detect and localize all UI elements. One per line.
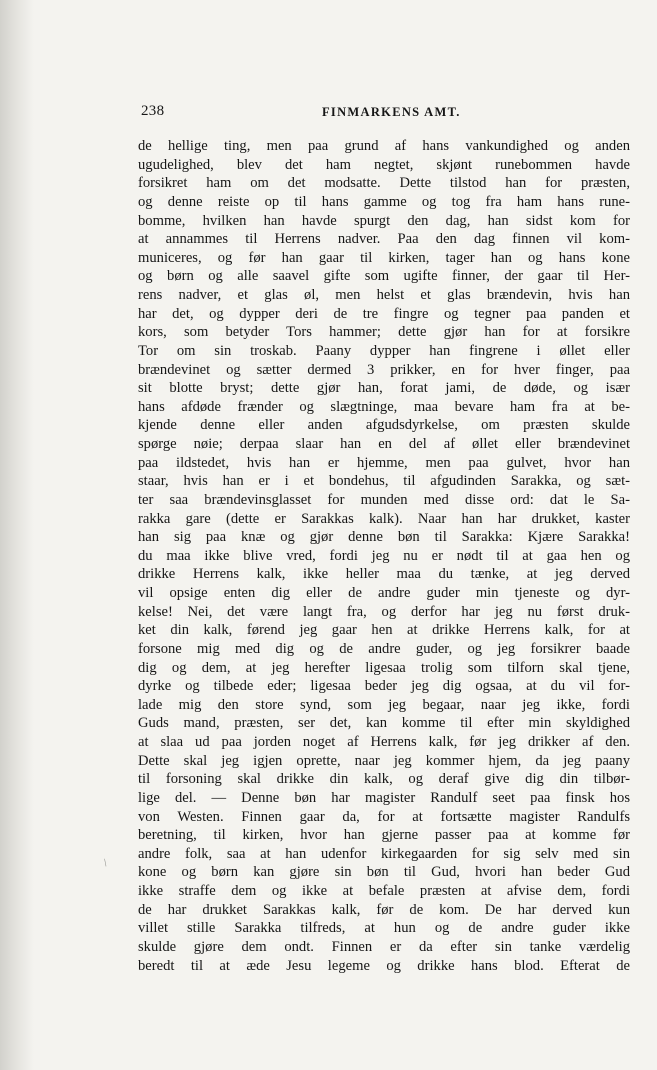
running-title: FINMARKENS AMT. [322,105,461,119]
text-line: rens nadver, et glas øl, men helst et glas brændevin, hvis han [138,287,630,303]
text-line: rakka gare (dette er Sarakkas kalk). Naar han har drukket, kaster [138,510,630,527]
text-line: vil opsige enten dig eller de andre guder min tjeneste og dyr- [138,585,630,601]
text-line: Tor om sin troskab. Paany dypper han fingrene i øllet eller [138,342,630,359]
text-line: municeres, og før han gaar til kirken, tager han og hans kone [138,249,630,266]
text-line: beretning, til kirken, hvor han gjerne passer paa at komme før [138,827,630,844]
page-binding-shadow [0,0,34,1070]
text-line: dig og dem, at jeg herefter ligesaa trolig som tilforn skal tjene, [138,659,630,676]
text-line: han sig paa knæ og gjør denne bøn til Sarakka: Kjære Sarakka! [138,529,630,546]
text-line: har det, og dypper deri de tre fingre og tegner paa panden et [138,305,630,322]
page-header [138,103,630,123]
text-line: kors, som betyder Tors hammer; dette gjør han for at forsikre [138,324,630,341]
text-line: Dette skal jeg igjen oprette, naar jeg kommer hjem, da jeg paany [138,752,630,769]
text-line: at slaa ud paa jorden noget af Herrens kalk, før jeg drikker af den. [138,734,630,750]
text-line: andre folk, saa at han udenfor kirkegaarden for sig selv med sin [138,845,630,862]
text-line: de hellige ting, men paa grund af hans vankundighed og anden [138,138,630,154]
text-line: og børn og alle saavel gifte som ugifte finner, der gaar til Her- [138,268,630,285]
text-line: drikke Herrens kalk, ikke heller maa du tænke, at jeg derved [138,566,630,583]
page-number: 238 [141,103,165,119]
text-line: og denne reiste op til hans gamme og tog fra ham hans rune- [138,193,630,210]
text-line: von Westen. Finnen gaar da, for at fortsætte magister Randulfs [138,808,630,825]
text-line: skulde gjøre dem ondt. Finnen er da efter sin tanke værdelig [138,938,630,955]
text-line: ter saa brændevinsglasset for munden med disse ord: dat le Sa- [138,491,630,508]
text-line: sit blotte bryst; dette gjør han, forat jami, de døde, og især [138,380,630,397]
text-line: bomme, hvilken han havde spurgt den dag, han sidst kom for [138,212,630,229]
text-line: staar, hvis han er i et bondehus, til afgudinden Sarakka, og sæt- [138,473,630,490]
text-line: forsikret ham om det modsatte. Dette tilstod han for præsten, [138,175,630,192]
text-line: til forsoning skal drikke din kalk, og deraf give dig din tilbør- [138,771,630,788]
text-line: villet stille Sarakka tilfreds, at hun og de andre guder ikke [138,920,630,937]
text-line: Guds mand, præsten, ser det, kan komme til efter min skyldighed [138,715,630,732]
text-line: kone og børn kan gjøre sin bøn til Gud, hvori han beder Gud [138,864,630,881]
text-line: kjende denne eller anden afgudsdyrkelse, om præsten skulde [138,417,630,434]
text-line: ket din kalk, førend jeg gaar hen at drikke Herrens kalk, for at [138,622,630,639]
text-line: lade mig den store synd, som jeg begaar, naar jeg ikke, fordi [138,696,630,713]
text-line: du maa ikke blive vred, fordi jeg nu er nødt til at gaa hen og [138,547,630,564]
text-line: at annammes til Herrens nadver. Paa den dag finnen vil kom- [138,231,630,248]
text-line: ugudelighed, blev det ham negtet, skjønt runebommen havde [138,156,630,173]
text-line: paa ildstedet, hvis han er hjemme, men paa gulvet, hvor han [138,454,630,471]
text-line: brændevinet og sætter dermed 3 prikker, en for hver finger, paa [138,361,630,378]
margin-pencil-mark: / [101,857,110,869]
text-line: de har drukket Sarakkas kalk, før de kom. De har derved kun [138,901,630,918]
body-text [138,137,630,975]
text-line: beredt til at æde Jesu legeme og drikke hans blod. Efterat de [138,957,630,974]
text-line: ikke straffe dem og ikke at befale præsten at afvise dem, fordi [138,883,630,899]
text-line: forsone mig med dig og de andre guder, og jeg forsikrer baade [138,640,630,657]
text-line: lige del. — Denne bøn har magister Randulf seet paa finsk hos [138,789,630,806]
text-line: kelse! Nei, det være langt fra, og derfor har jeg nu først druk- [138,603,630,620]
text-line: dyrke og tilbede eder; ligesaa beder jeg dig ogsaa, at du vil for- [138,678,630,695]
text-line: spørge nøie; derpaa slaar han en del af øllet eller brændevinet [138,436,630,452]
text-line: hans afdøde frænder og slægtninge, maa bevare ham fra at be- [138,398,630,415]
